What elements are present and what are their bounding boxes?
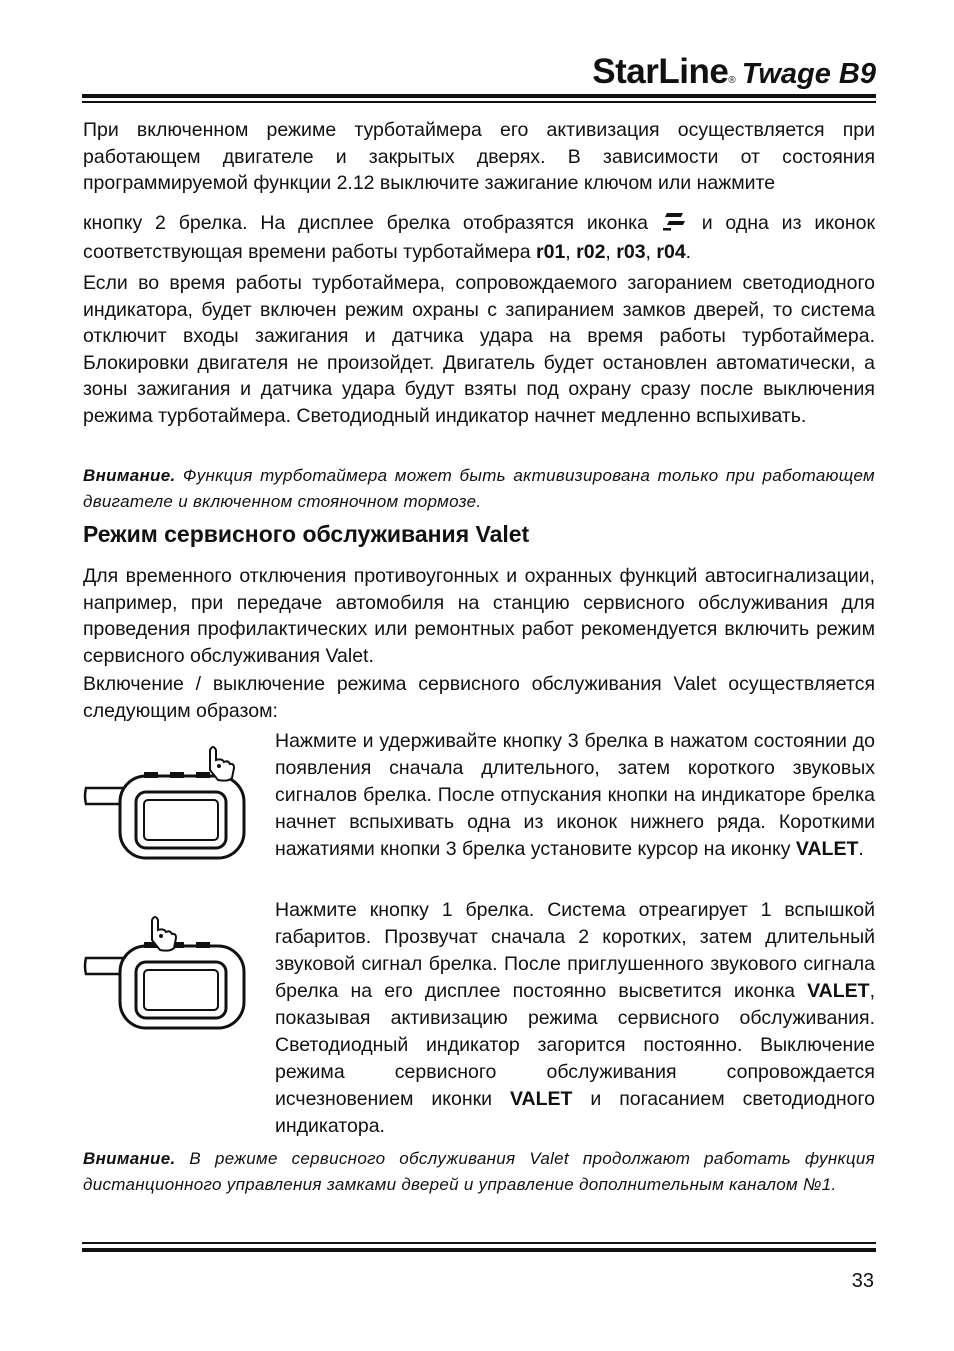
header-rule-thin	[82, 101, 876, 103]
period: .	[858, 838, 864, 860]
code-r02: r02	[576, 240, 606, 263]
note-1-text: Функция турботаймера может быть активизирована только при работающем двигателе и включенном стояночном тормозе.	[83, 466, 875, 511]
paragraph-2-before: кнопку 2 брелка. На дисплее брелка отобразятся иконка	[83, 211, 648, 234]
step-1-body: Нажмите и удерживайте кнопку 3 брелка в нажатом состоянии до появления сначала длительного, затем короткого звуковых сигналов брелка. После отпускания кнопки на индикаторе брелка начнет вспыхивать одна из иконок нижнего ряда. Короткими нажатиями кнопки 3 брелка установите курсор на иконку	[275, 730, 875, 860]
key-fob-button1-illustration	[82, 912, 252, 1047]
valet-label: VALET	[807, 980, 870, 1002]
brand-logo: StarLine	[592, 52, 729, 91]
sep: ,	[565, 240, 577, 263]
note-2-label: Внимание.	[83, 1149, 176, 1168]
key-fob-button3-illustration	[82, 742, 252, 877]
step-2-body-2: , показывая активизацию режима сервисного обслуживания. Светодиодный индикатор загорится постоянно. Выключение режима сервисного обслуживания сопровождается исчезновением иконки	[275, 980, 876, 1110]
paragraph-3: Если во время работы турботаймера, сопровождаемого загоранием светодиодного индикатора, будет включен режим охраны с запиранием замков дверей, то система отключит входы зажигания и датчика удара на время работы турботаймера. Блокировки двигателя не произойдет. Двигатель будет остановлен автоматически, а зоны зажигания и датчика удара будут взяты под охрану сразу после выключения режима турботаймера. Светодиодный индикатор начнет медленно вспыхивать.	[83, 272, 875, 427]
note-1-label: Внимание.	[83, 466, 176, 485]
paragraph-5: Включение / выключение режима сервисного обслуживания Valet осуществляется следующим образом:	[83, 673, 875, 722]
page-number: 33	[851, 1270, 874, 1292]
footer-rule-thin	[82, 1242, 876, 1244]
brand-model: Twage B9	[741, 58, 876, 90]
sep: ,	[605, 240, 617, 263]
sep: ,	[645, 240, 657, 263]
valet-label: VALET	[795, 838, 859, 860]
code-r01: r01	[536, 240, 566, 263]
paragraph-4: Для временного отключения противоугонных и охранных функций автосигнализации, например, при передаче автомобиля на станцию сервисного обслуживания для проведения профилактических или ремонтных работ рекомендуется включить режим сервисного обслуживания Valet.	[83, 565, 875, 667]
note-1	[83, 463, 875, 515]
note-2-text: В режиме сервисного обслуживания Valet продолжают работать функция дистанционного управления замками дверей и управление дополнительным каналом №1.	[83, 1149, 875, 1194]
step-2-body-3: и погасанием светодиодного индикатора.	[275, 1088, 875, 1137]
valet-label: VALET	[509, 1088, 573, 1110]
step-2-text	[275, 897, 875, 1140]
code-r03: r03	[616, 240, 646, 263]
period: .	[685, 240, 692, 263]
brand-header	[592, 52, 876, 92]
brand-reg-mark: ®	[728, 75, 736, 86]
step-1-text	[275, 728, 875, 863]
step-2-body-1: Нажмите кнопку 1 брелка. Система отреагирует 1 вспышкой габаритов. Прозвучат сначала 2 коротких, затем длительный звуковой сигнал брелка. После приглушенного звукового сигнала брелка на его дисплее постоянно высветится иконка	[275, 899, 875, 1002]
code-r04: r04	[656, 240, 686, 263]
section-heading: Режим сервисного обслуживания Valet	[83, 521, 530, 547]
turbo-timer-icon	[661, 209, 689, 239]
header-rule	[82, 94, 876, 98]
paragraph-2	[83, 209, 875, 265]
paragraph-2-after: и одна из иконок соответствующая времени работы турботаймера	[83, 211, 876, 263]
note-2	[83, 1146, 875, 1198]
paragraph-1: При включенном режиме турботаймера его активизация осуществляется при работающем двигателе и закрытых дверях. В зависимости от состояния программируемой функции 2.12 выключите зажигание ключом или нажмите	[83, 119, 875, 194]
footer-rule	[82, 1248, 876, 1252]
